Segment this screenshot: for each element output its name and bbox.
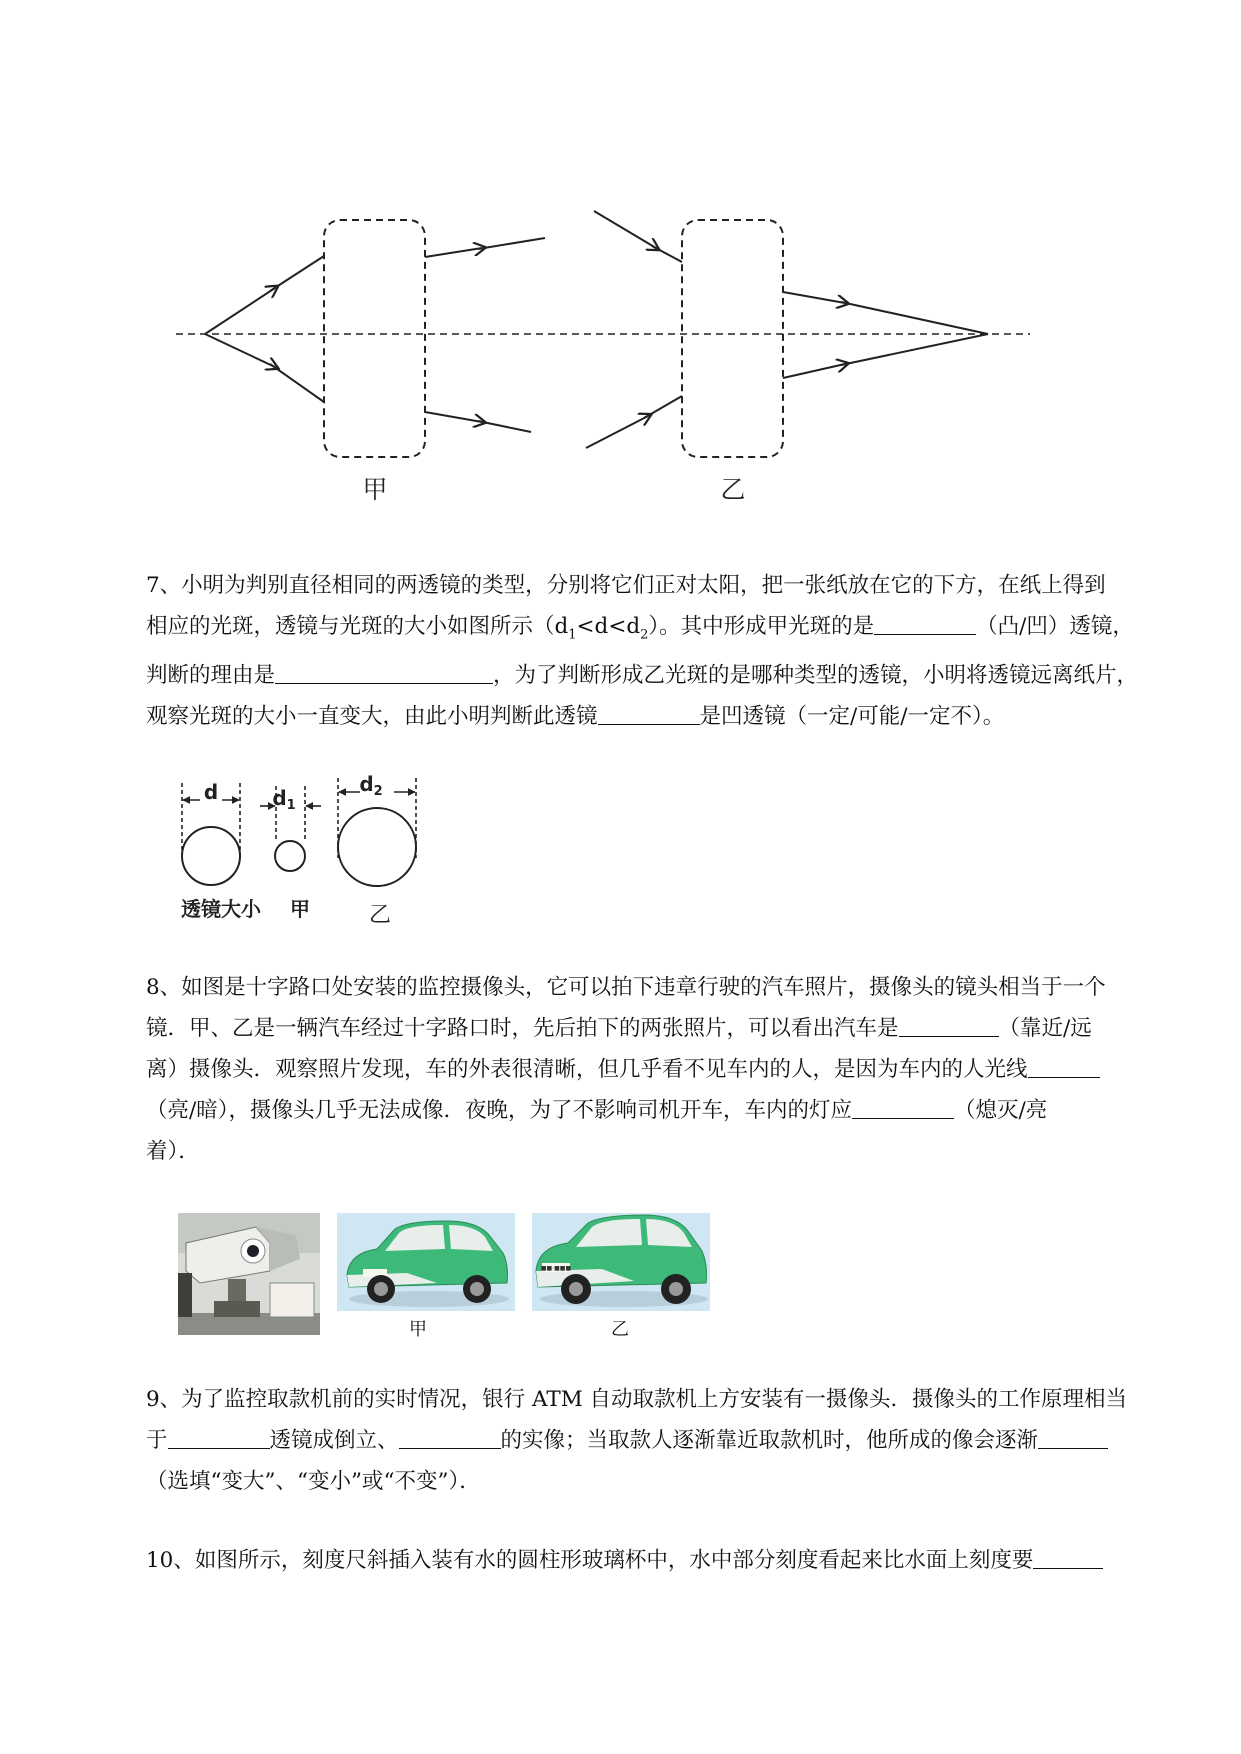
svg-text:d: d [203,780,219,804]
fig8-label-yi: 乙 [611,1319,629,1340]
q8-line-3: 离）摄像头．观察照片发现，车的外表很清晰，但几乎看不见车内的人，是因为车内的人光线 [146,1049,1150,1090]
q7-blank-2[interactable] [275,661,493,685]
question-9 [146,1379,1150,1502]
cap-lens-size: 透镜大小 [181,897,261,921]
q7-blank-3[interactable] [598,702,700,726]
q8-blank-3[interactable] [852,1095,954,1119]
q7-line-1: 7、小明为判别直径相同的两透镜的类型，分别将它们正对太阳，把一张纸放在它的下方，在纸上得到 [146,573,1106,598]
q9-blank-3[interactable] [1038,1425,1108,1449]
cap-spot-jia: 甲 [290,897,310,921]
q7-line-2: 相应的光斑，透镜与光斑的大小如图所示$(d_1<d<d_2)$。其中形成甲光斑的是 （凸/凹）透镜， [146,606,1150,655]
car-photo-jia [337,1213,515,1311]
question-8 [146,967,1150,1172]
fig8-label-jia: 甲 [409,1319,427,1340]
q8-line-2: 镜．甲、乙是一辆汽车经过十字路口时，先后拍下的两张照片，可以看出汽车是 （靠近/远 [146,1008,1150,1049]
fig6-label-jia: 甲 [362,475,388,504]
q8-blank-2[interactable] [1028,1054,1100,1078]
question-10 [146,1540,1150,1581]
q8-blank-1[interactable] [899,1013,999,1037]
fig6-label-yi: 乙 [720,475,746,504]
license-plate: ■■·■■■ [540,1265,572,1272]
q10-line-1: 10、如图所示，刻度尺斜插入装有水的圆柱形玻璃杯中，水中部分刻度看起来比水面上刻度要 [146,1540,1150,1581]
svg-text:d2: $d_2$ [359,772,383,799]
spot-jia-circle [275,841,305,871]
q8-line-4: （亮/暗），摄像头几乎无法成像．夜晚，为了不影响司机开车，车内的灯应 （熄灭/亮 [146,1090,1150,1131]
light-spot-diagram [170,770,440,930]
q8-line-1: 8、如图是十字路口处安装的监控摄像头，它可以拍下违章行驶的汽车照片，摄像头的镜头相当于一个 [146,975,1106,1000]
lens-box-yi [682,220,783,457]
car-photo-yi [532,1213,710,1311]
q7-line-3: 判断的理由是 ，为了判断形成乙光斑的是哪种类型的透镜，小明将透镜远离纸片， [146,655,1150,696]
q9-blank-1[interactable] [168,1425,270,1449]
q8-line-5: 着）． [146,1139,200,1164]
cap-spot-yi: 乙 [368,903,392,928]
lens-box-jia [324,220,425,457]
q9-line-1: 9、为了监控取款机前的实时情况，银行 ATM 自动取款机上方安装有一摄像头．摄像头的工作原理相当 [146,1387,1128,1412]
question-7 [146,565,1150,737]
lens-circle [182,827,240,885]
q10-blank-1[interactable] [1033,1545,1103,1569]
q9-line-2: 于 透镜成倒立、 的实像；当取款人逐渐靠近取款机时，他所成的像会逐渐 [146,1420,1150,1461]
surveillance-camera-photo [178,1213,320,1335]
svg-text:d1: $d_1$ [272,786,296,813]
q7-line-4: 观察光斑的大小一直变大，由此小明判断此透镜 是凹透镜（一定/可能/一定不）。 [146,696,1150,737]
q9-blank-2[interactable] [399,1425,501,1449]
spot-yi-circle [338,808,416,886]
q9-line-3: （选填“变大”、“变小”或“不变”）． [146,1469,481,1494]
q7-blank-1[interactable] [874,611,976,635]
lens-ray-diagram [150,190,1050,510]
